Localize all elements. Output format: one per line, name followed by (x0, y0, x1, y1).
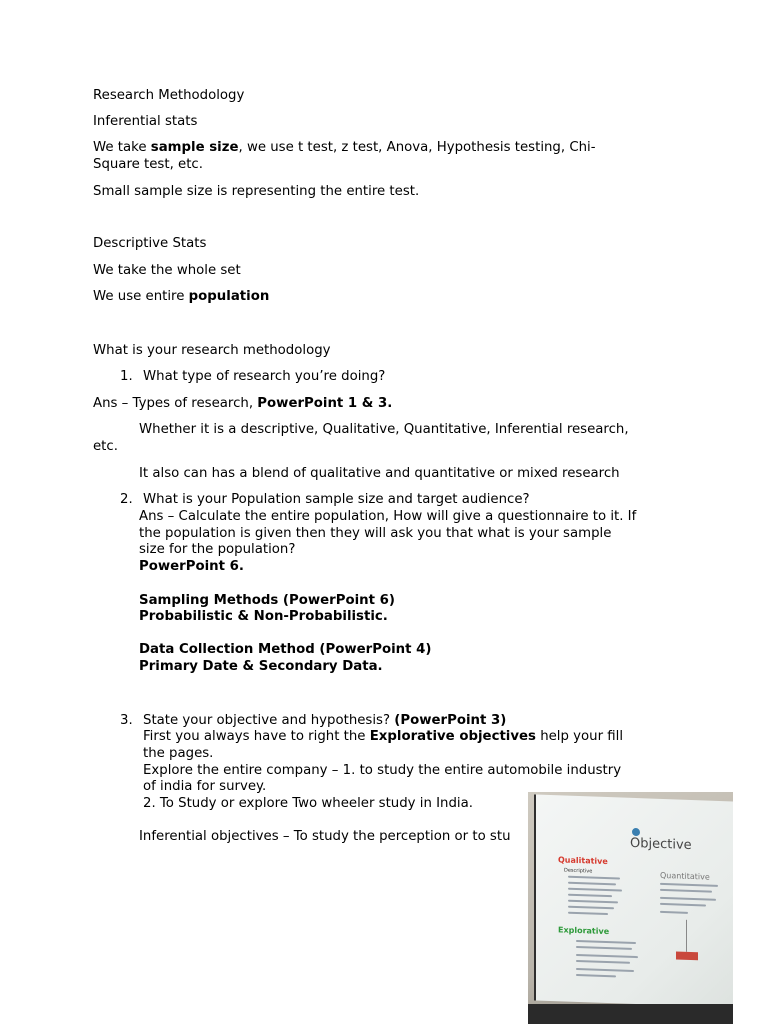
question-1: What type of research you’re doing? (143, 369, 386, 384)
slide-bullet-line (568, 906, 614, 910)
paragraph-whole-set: We take the whole set (93, 263, 241, 278)
list-number: 3. (120, 713, 133, 728)
text: State your objective and hypothesis? (143, 713, 395, 728)
data-collection-method: Data Collection Method (PowerPoint 4) (139, 642, 432, 657)
slide-bullet-line (568, 912, 608, 915)
bold-text: PowerPoint 1 & 3. (257, 396, 393, 411)
slide-qualitative: Qualitative (558, 855, 608, 867)
list-number: 1. (120, 369, 133, 384)
slide-bullet-line (576, 968, 634, 972)
text: , we use t test, z test, Anova, Hypothesis testing, Chi- (238, 140, 596, 155)
sampling-methods: Sampling Methods (PowerPoint 6) (139, 593, 395, 608)
slide-bullet-line (660, 883, 718, 887)
probabilistic: Probabilistic & Non-Probabilistic. (139, 609, 388, 624)
heading-what-is-methodology: What is your research methodology (93, 343, 331, 358)
question-2: What is your Population sample size and target audience? (143, 492, 530, 507)
slide-descriptive: Descriptive (564, 867, 593, 875)
answer-3-line-3: Explore the entire company – 1. to study the entire automobile industry (143, 763, 622, 778)
slide-bullet-line (660, 889, 712, 893)
slide-bullet-line (576, 940, 636, 944)
bold-text: (PowerPoint 3) (394, 713, 507, 728)
slide-bullet-line (576, 974, 616, 977)
slide-bullet-line (660, 897, 716, 901)
text: We take (93, 140, 151, 155)
slide-explorative: Explorative (558, 925, 610, 937)
primary-secondary-data: Primary Date & Secondary Data. (139, 659, 383, 674)
answer-1-blend: It also can has a blend of qualitative and quantitative or mixed research (139, 466, 620, 481)
logo-icon (632, 828, 640, 836)
answer-1 (93, 396, 392, 412)
slide-quantitative: Quantitative (660, 870, 710, 882)
answer-2-powerpoint: PowerPoint 6. (139, 559, 244, 574)
answer-3-line-4: of india for survey. (143, 779, 267, 794)
paragraph-sample-size-cont: Square test, etc. (93, 157, 203, 172)
question-3 (143, 713, 506, 729)
slide-photo (528, 792, 733, 1024)
heading-research-methodology: Research Methodology (93, 88, 245, 103)
answer-1-detail: Whether it is a descriptive, Qualitative, Quantitative, Inferential research, (139, 422, 629, 437)
slide-bullet-line (568, 888, 622, 892)
inferential-objectives: Inferential objectives – To study the perception or to stu (139, 829, 511, 844)
slide-bullet-line (576, 946, 632, 950)
bold-text: sample size (150, 140, 239, 155)
paragraph-small-sample: Small sample size is representing the entire test. (93, 184, 420, 199)
bold-text: population (188, 289, 270, 304)
slide-connector (686, 920, 687, 952)
answer-3-line-2: the pages. (143, 746, 214, 761)
text: help your fill (535, 729, 624, 744)
slide-bullet-line (660, 911, 688, 914)
text: First you always have to right the (143, 729, 370, 744)
text: Ans – Types of research, (93, 396, 258, 411)
screen-bezel (528, 1004, 733, 1024)
slide-bullet-line (660, 903, 706, 907)
answer-3-line-1 (143, 729, 623, 745)
slide-bullet-line (568, 876, 620, 880)
slide-bullet-line (568, 882, 616, 886)
paragraph-population (93, 289, 269, 305)
heading-descriptive-stats: Descriptive Stats (93, 236, 207, 251)
projector-screen (534, 794, 733, 1007)
answer-2-line-3: size for the population? (139, 542, 296, 557)
paragraph-sample-size (93, 140, 596, 156)
text: We use entire (93, 289, 189, 304)
slide-title: Objective (630, 835, 692, 853)
slide-bullet-line (568, 894, 612, 898)
answer-3-line-5: 2. To Study or explore Two wheeler study in India. (143, 796, 473, 811)
list-number: 2. (120, 492, 133, 507)
slide-bullet-line (568, 900, 618, 904)
slide-bullet-line (576, 954, 638, 958)
heading-inferential-stats: Inferential stats (93, 114, 198, 129)
answer-1-detail-cont: etc. (93, 439, 118, 454)
bold-text: Explorative objectives (369, 729, 536, 744)
slide-bullet-line (576, 960, 630, 964)
answer-2-line-1: Ans – Calculate the entire population, How will give a questionnaire to it. If (139, 509, 637, 524)
slide-red-box (676, 951, 698, 960)
answer-2-line-2: the population is given then they will ask you that what is your sample (139, 526, 612, 541)
